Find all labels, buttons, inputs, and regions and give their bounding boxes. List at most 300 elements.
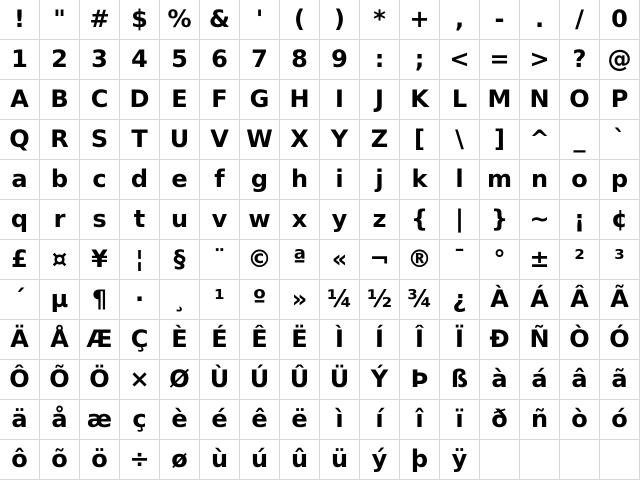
glyph-character: y: [331, 204, 348, 233]
glyph-cell[interactable]: [440, 280, 480, 320]
glyph-character: £: [11, 244, 28, 273]
glyph-cell[interactable]: [240, 320, 280, 360]
glyph-cell[interactable]: [560, 240, 600, 280]
glyph-character: ^: [529, 124, 550, 153]
glyph-cell[interactable]: [40, 240, 80, 280]
glyph-cell[interactable]: [280, 400, 320, 440]
glyph-cell[interactable]: [200, 400, 240, 440]
glyph-character: p: [610, 164, 629, 193]
glyph-cell[interactable]: [200, 0, 240, 40]
glyph-cell[interactable]: [400, 240, 440, 280]
glyph-character: (: [294, 4, 305, 33]
glyph-cell[interactable]: [160, 120, 200, 160]
glyph-character: Ò: [569, 324, 590, 353]
glyph-cell[interactable]: [360, 0, 400, 40]
glyph-cell[interactable]: [360, 400, 400, 440]
glyph-character: /: [575, 4, 584, 33]
glyph-cell[interactable]: [520, 120, 560, 160]
glyph-character: è: [171, 404, 188, 433]
glyph-cell[interactable]: [280, 440, 320, 480]
glyph-character: ó: [611, 404, 628, 433]
glyph-character: ©: [247, 244, 272, 273]
glyph-cell[interactable]: [0, 240, 40, 280]
glyph-cell[interactable]: [80, 120, 120, 160]
glyph-character: Q: [9, 124, 30, 153]
glyph-character: Ê: [251, 324, 268, 353]
glyph-cell[interactable]: [440, 200, 480, 240]
glyph-cell[interactable]: [80, 160, 120, 200]
glyph-character: æ: [86, 404, 113, 433]
glyph-cell[interactable]: [360, 240, 400, 280]
glyph-character: 5: [171, 44, 188, 73]
glyph-cell[interactable]: [560, 320, 600, 360]
glyph-character: e: [171, 164, 188, 193]
glyph-cell[interactable]: [480, 200, 520, 240]
glyph-cell[interactable]: [280, 160, 320, 200]
glyph-character: ü: [330, 444, 349, 473]
glyph-cell[interactable]: [600, 120, 640, 160]
glyph-cell[interactable]: [320, 120, 360, 160]
glyph-cell[interactable]: [480, 280, 520, 320]
glyph-cell[interactable]: [120, 280, 160, 320]
glyph-cell[interactable]: [160, 280, 200, 320]
glyph-cell[interactable]: [280, 0, 320, 40]
glyph-cell[interactable]: [40, 160, 80, 200]
glyph-character: q: [10, 204, 29, 233]
glyph-cell[interactable]: [80, 200, 120, 240]
glyph-cell[interactable]: [40, 120, 80, 160]
glyph-cell[interactable]: [160, 320, 200, 360]
glyph-cell[interactable]: [320, 320, 360, 360]
glyph-cell[interactable]: [480, 240, 520, 280]
glyph-character: ¹: [214, 284, 225, 313]
glyph-character: ÷: [129, 444, 150, 473]
glyph-character: [: [414, 124, 425, 153]
glyph-character: I: [335, 84, 344, 113]
glyph-cell[interactable]: [440, 240, 480, 280]
glyph-cell[interactable]: [200, 200, 240, 240]
glyph-cell-empty[interactable]: [520, 440, 560, 480]
glyph-character: ]: [494, 124, 505, 153]
glyph-cell[interactable]: [320, 240, 360, 280]
glyph-cell[interactable]: [240, 40, 280, 80]
glyph-character: ª: [292, 244, 307, 273]
glyph-cell[interactable]: [240, 0, 280, 40]
glyph-character: ö: [91, 444, 108, 473]
glyph-cell[interactable]: [120, 40, 160, 80]
glyph-cell[interactable]: [480, 160, 520, 200]
glyph-cell[interactable]: [200, 440, 240, 480]
glyph-character: 4: [131, 44, 148, 73]
glyph-cell[interactable]: [160, 360, 200, 400]
glyph-cell[interactable]: [560, 40, 600, 80]
glyph-character: R: [50, 124, 69, 153]
glyph-cell[interactable]: [200, 240, 240, 280]
glyph-character: c: [92, 164, 107, 193]
glyph-cell[interactable]: [160, 0, 200, 40]
glyph-character: ¤: [51, 244, 68, 273]
glyph-cell[interactable]: [520, 80, 560, 120]
glyph-cell[interactable]: [200, 120, 240, 160]
glyph-cell[interactable]: [80, 320, 120, 360]
glyph-cell[interactable]: [200, 280, 240, 320]
glyph-character: à: [491, 364, 508, 393]
glyph-character: ¢: [611, 204, 628, 233]
glyph-character: Ì: [335, 324, 344, 353]
glyph-cell[interactable]: [360, 360, 400, 400]
glyph-character: h: [290, 164, 309, 193]
glyph-cell[interactable]: [200, 80, 240, 120]
glyph-cell[interactable]: [480, 80, 520, 120]
glyph-character: ¿: [452, 284, 467, 313]
glyph-character: ¡: [574, 204, 585, 233]
glyph-cell[interactable]: [240, 160, 280, 200]
glyph-character: F: [211, 84, 228, 113]
glyph-cell[interactable]: [600, 280, 640, 320]
glyph-cell[interactable]: [80, 0, 120, 40]
glyph-character: @: [607, 44, 632, 73]
glyph-character: Ð: [489, 324, 510, 353]
glyph-cell[interactable]: [120, 200, 160, 240]
glyph-cell[interactable]: [40, 400, 80, 440]
glyph-cell[interactable]: [240, 440, 280, 480]
glyph-character: t: [133, 204, 146, 233]
glyph-character: ": [53, 4, 66, 33]
glyph-cell[interactable]: [600, 200, 640, 240]
glyph-cell[interactable]: [0, 120, 40, 160]
glyph-cell[interactable]: [520, 280, 560, 320]
glyph-character: µ: [50, 284, 69, 313]
glyph-character: L: [451, 84, 468, 113]
glyph-cell[interactable]: [520, 320, 560, 360]
glyph-cell[interactable]: [200, 40, 240, 80]
glyph-character: _: [573, 124, 586, 153]
glyph-cell[interactable]: [480, 400, 520, 440]
glyph-cell[interactable]: [240, 400, 280, 440]
glyph-cell[interactable]: [440, 80, 480, 120]
glyph-cell[interactable]: [120, 120, 160, 160]
glyph-cell[interactable]: [240, 200, 280, 240]
glyph-cell[interactable]: [40, 320, 80, 360]
glyph-cell[interactable]: [320, 400, 360, 440]
glyph-cell[interactable]: [360, 320, 400, 360]
glyph-cell[interactable]: [200, 160, 240, 200]
glyph-cell[interactable]: [520, 40, 560, 80]
glyph-cell[interactable]: [280, 80, 320, 120]
glyph-character: z: [372, 204, 387, 233]
glyph-cell[interactable]: [320, 0, 360, 40]
glyph-cell[interactable]: [240, 120, 280, 160]
glyph-character: }: [490, 204, 509, 233]
glyph-character: °: [493, 244, 506, 273]
glyph-cell[interactable]: [280, 360, 320, 400]
glyph-cell[interactable]: [400, 200, 440, 240]
glyph-character: 2: [51, 44, 68, 73]
glyph-character: ý: [371, 444, 388, 473]
glyph-cell[interactable]: [600, 0, 640, 40]
glyph-cell[interactable]: [560, 0, 600, 40]
glyph-cell[interactable]: [120, 80, 160, 120]
glyph-cell[interactable]: [120, 360, 160, 400]
glyph-character: 9: [331, 44, 348, 73]
glyph-cell[interactable]: [560, 200, 600, 240]
glyph-character: ¨: [213, 244, 226, 273]
glyph-cell[interactable]: [600, 320, 640, 360]
glyph-cell[interactable]: [80, 360, 120, 400]
glyph-cell[interactable]: [520, 240, 560, 280]
glyph-cell[interactable]: [360, 200, 400, 240]
glyph-cell[interactable]: [280, 40, 320, 80]
glyph-cell[interactable]: [520, 160, 560, 200]
glyph-cell[interactable]: [360, 160, 400, 200]
glyph-character: ã: [611, 364, 628, 393]
glyph-cell[interactable]: [480, 320, 520, 360]
glyph-cell[interactable]: [400, 80, 440, 120]
glyph-character: ú: [250, 444, 269, 473]
glyph-cell[interactable]: [0, 40, 40, 80]
glyph-character: `: [613, 124, 626, 153]
glyph-cell[interactable]: [240, 280, 280, 320]
glyph-cell[interactable]: [40, 440, 80, 480]
glyph-cell[interactable]: [320, 160, 360, 200]
glyph-character: f: [214, 164, 225, 193]
glyph-cell[interactable]: [320, 80, 360, 120]
glyph-cell[interactable]: [280, 200, 320, 240]
glyph-cell[interactable]: [0, 360, 40, 400]
glyph-cell[interactable]: [560, 400, 600, 440]
glyph-cell[interactable]: [80, 440, 120, 480]
glyph-character: s: [92, 204, 107, 233]
glyph-cell[interactable]: [160, 400, 200, 440]
glyph-cell[interactable]: [400, 440, 440, 480]
glyph-character: À: [490, 284, 509, 313]
glyph-cell[interactable]: [200, 360, 240, 400]
glyph-character: Á: [530, 284, 549, 313]
glyph-cell[interactable]: [600, 80, 640, 120]
glyph-cell[interactable]: [480, 40, 520, 80]
glyph-character: :: [374, 44, 385, 73]
glyph-cell[interactable]: [320, 440, 360, 480]
glyph-character: Ý: [370, 364, 389, 393]
glyph-cell[interactable]: [0, 320, 40, 360]
glyph-cell[interactable]: [160, 240, 200, 280]
glyph-cell[interactable]: [40, 80, 80, 120]
glyph-cell[interactable]: [160, 40, 200, 80]
glyph-character: ~: [529, 204, 550, 233]
glyph-cell[interactable]: [360, 120, 400, 160]
glyph-character: ß: [450, 364, 469, 393]
glyph-cell[interactable]: [120, 440, 160, 480]
glyph-cell[interactable]: [400, 320, 440, 360]
glyph-character: Ä: [10, 324, 29, 353]
glyph-character: {: [410, 204, 429, 233]
glyph-cell[interactable]: [520, 360, 560, 400]
glyph-cell[interactable]: [80, 400, 120, 440]
glyph-cell[interactable]: [440, 320, 480, 360]
glyph-cell-empty[interactable]: [560, 440, 600, 480]
glyph-cell[interactable]: [120, 160, 160, 200]
glyph-character: |: [455, 204, 464, 233]
glyph-cell[interactable]: [120, 240, 160, 280]
glyph-character: ¬: [369, 244, 390, 273]
glyph-cell[interactable]: [440, 40, 480, 80]
glyph-cell[interactable]: [360, 440, 400, 480]
glyph-character: ò: [571, 404, 588, 433]
glyph-cell[interactable]: [360, 80, 400, 120]
glyph-character: ù: [210, 444, 229, 473]
glyph-cell[interactable]: [80, 240, 120, 280]
glyph-cell[interactable]: [200, 320, 240, 360]
glyph-character: Ó: [609, 324, 630, 353]
glyph-cell[interactable]: [40, 360, 80, 400]
glyph-cell[interactable]: [240, 240, 280, 280]
glyph-character: ²: [574, 244, 585, 273]
glyph-character: Ù: [209, 364, 230, 393]
glyph-cell[interactable]: [0, 80, 40, 120]
glyph-cell[interactable]: [280, 280, 320, 320]
glyph-cell[interactable]: [520, 0, 560, 40]
glyph-character: Å: [50, 324, 69, 353]
glyph-cell[interactable]: [520, 400, 560, 440]
glyph-cell[interactable]: [400, 160, 440, 200]
glyph-cell[interactable]: [40, 40, 80, 80]
glyph-character: ?: [572, 44, 587, 73]
glyph-character: r: [53, 204, 66, 233]
glyph-cell[interactable]: [0, 440, 40, 480]
glyph-character: n: [530, 164, 549, 193]
glyph-character: ¶: [91, 284, 108, 313]
glyph-cell[interactable]: [320, 360, 360, 400]
glyph-character: +: [409, 4, 430, 33]
glyph-cell-empty[interactable]: [600, 440, 640, 480]
glyph-character: a: [11, 164, 28, 193]
glyph-character: ®: [407, 244, 432, 273]
glyph-cell[interactable]: [400, 0, 440, 40]
glyph-character: 3: [91, 44, 108, 73]
glyph-cell[interactable]: [160, 80, 200, 120]
glyph-character: ´: [13, 284, 26, 313]
glyph-cell[interactable]: [40, 200, 80, 240]
glyph-cell[interactable]: [80, 280, 120, 320]
glyph-character: ¼: [327, 284, 352, 313]
glyph-character: S: [90, 124, 109, 153]
glyph-cell[interactable]: [280, 240, 320, 280]
glyph-cell[interactable]: [0, 280, 40, 320]
glyph-cell[interactable]: [400, 360, 440, 400]
glyph-character: Þ: [410, 364, 429, 393]
glyph-cell[interactable]: [480, 360, 520, 400]
glyph-cell[interactable]: [400, 40, 440, 80]
glyph-character: ¯: [453, 244, 466, 273]
glyph-cell[interactable]: [560, 160, 600, 200]
glyph-character: Y: [330, 124, 349, 153]
glyph-cell[interactable]: [160, 440, 200, 480]
glyph-cell[interactable]: [80, 40, 120, 80]
glyph-cell-empty[interactable]: [480, 440, 520, 480]
glyph-cell[interactable]: [480, 0, 520, 40]
glyph-cell[interactable]: [360, 40, 400, 80]
glyph-cell[interactable]: [280, 320, 320, 360]
glyph-cell[interactable]: [160, 160, 200, 200]
glyph-cell[interactable]: [400, 120, 440, 160]
glyph-character: Æ: [86, 324, 113, 353]
glyph-character: ç: [132, 404, 147, 433]
glyph-character: x: [291, 204, 308, 233]
glyph-cell[interactable]: [440, 360, 480, 400]
glyph-cell[interactable]: [240, 80, 280, 120]
glyph-cell[interactable]: [0, 400, 40, 440]
glyph-cell[interactable]: [400, 400, 440, 440]
glyph-character: *: [373, 4, 386, 33]
glyph-cell[interactable]: [600, 160, 640, 200]
glyph-cell[interactable]: [600, 240, 640, 280]
glyph-cell[interactable]: [240, 360, 280, 400]
glyph-cell[interactable]: [560, 120, 600, 160]
glyph-character: X: [290, 124, 309, 153]
glyph-cell[interactable]: [560, 80, 600, 120]
glyph-cell[interactable]: [520, 200, 560, 240]
glyph-character: J: [375, 84, 384, 113]
glyph-cell[interactable]: [600, 400, 640, 440]
glyph-character: ë: [291, 404, 308, 433]
glyph-cell[interactable]: [40, 0, 80, 40]
glyph-character: A: [10, 84, 29, 113]
glyph-character: î: [415, 404, 424, 433]
glyph-character: #: [89, 4, 110, 33]
glyph-cell[interactable]: [120, 0, 160, 40]
glyph-cell[interactable]: [440, 160, 480, 200]
glyph-character: å: [51, 404, 68, 433]
glyph-cell[interactable]: [480, 120, 520, 160]
glyph-character: í: [375, 404, 384, 433]
glyph-cell[interactable]: [600, 40, 640, 80]
glyph-cell[interactable]: [400, 280, 440, 320]
glyph-character: õ: [51, 444, 68, 473]
glyph-cell[interactable]: [0, 200, 40, 240]
glyph-cell[interactable]: [320, 280, 360, 320]
glyph-character: Ç: [130, 324, 149, 353]
glyph-cell[interactable]: [560, 360, 600, 400]
glyph-character: ê: [251, 404, 268, 433]
glyph-cell[interactable]: [40, 280, 80, 320]
glyph-character: 8: [291, 44, 308, 73]
glyph-cell[interactable]: [440, 120, 480, 160]
glyph-cell[interactable]: [320, 40, 360, 80]
glyph-cell[interactable]: [80, 80, 120, 120]
glyph-cell[interactable]: [440, 0, 480, 40]
glyph-character: ·: [134, 284, 145, 313]
glyph-cell[interactable]: [280, 120, 320, 160]
glyph-cell[interactable]: [0, 0, 40, 40]
glyph-cell[interactable]: [120, 320, 160, 360]
glyph-character: ¥: [91, 244, 108, 273]
glyph-cell[interactable]: [160, 200, 200, 240]
glyph-cell[interactable]: [440, 400, 480, 440]
glyph-cell[interactable]: [360, 280, 400, 320]
glyph-cell[interactable]: [560, 280, 600, 320]
glyph-cell[interactable]: [120, 400, 160, 440]
glyph-cell[interactable]: [600, 360, 640, 400]
glyph-character: º: [252, 284, 267, 313]
glyph-character: Ô: [9, 364, 30, 393]
glyph-cell[interactable]: [320, 200, 360, 240]
glyph-cell[interactable]: [0, 160, 40, 200]
glyph-character: Ø: [169, 364, 190, 393]
glyph-character: D: [129, 84, 150, 113]
glyph-character: -: [494, 4, 505, 33]
glyph-cell[interactable]: [440, 440, 480, 480]
glyph-character: E: [171, 84, 188, 113]
